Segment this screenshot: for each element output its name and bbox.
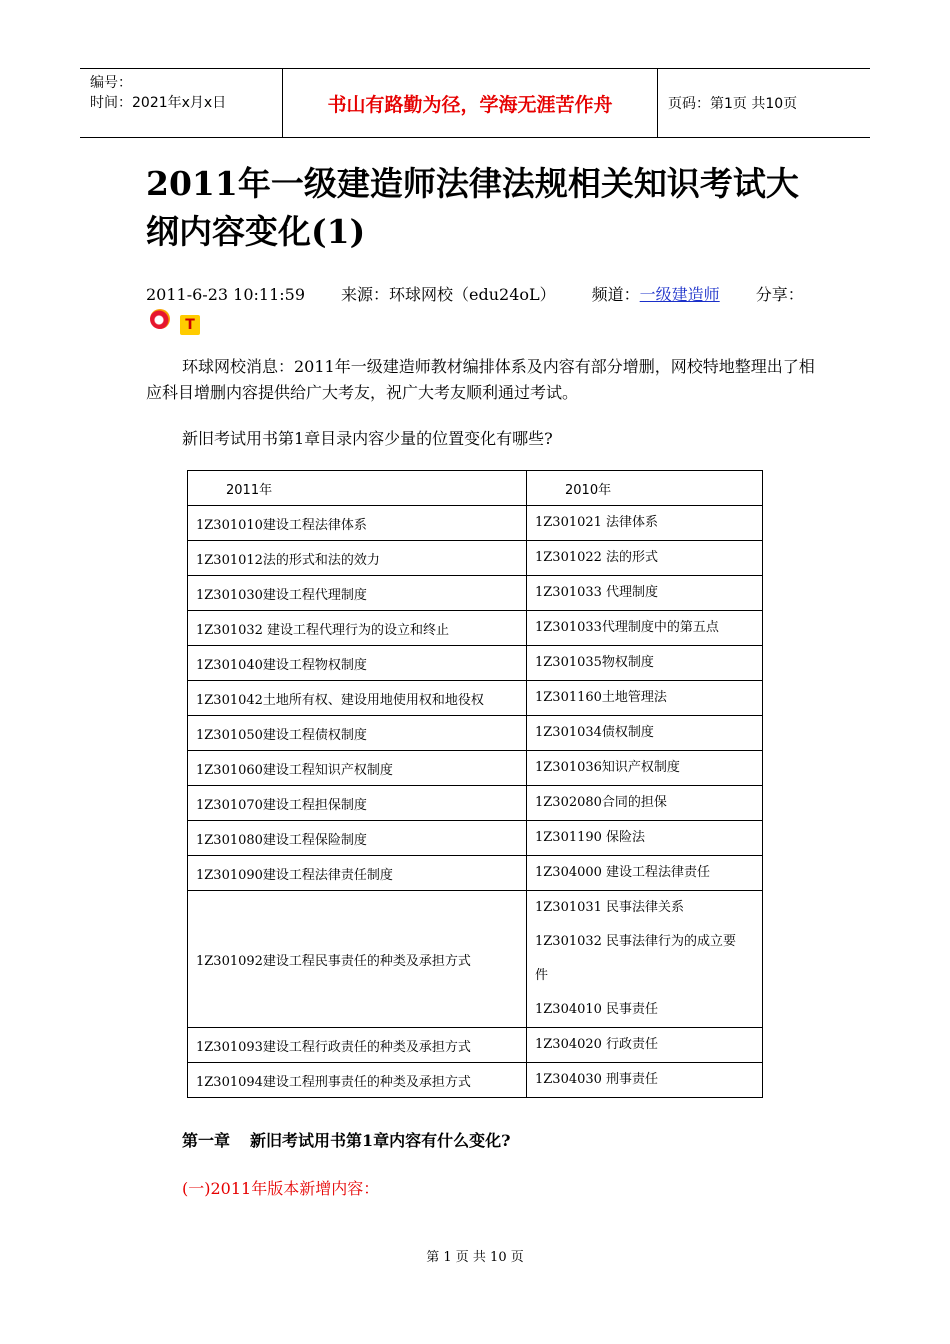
- cell-2011: 1Z301042土地所有权、建设用地使用权和地役权: [188, 681, 527, 716]
- cell-2011: 1Z301012法的形式和法的效力: [188, 541, 527, 576]
- cell-2011: 1Z301050建设工程债权制度: [188, 716, 527, 751]
- cell-2010-line: 1Z301036知识产权制度: [535, 760, 680, 775]
- cell-2010: [527, 786, 763, 821]
- table-header-2010: 2010年: [527, 471, 763, 506]
- cell-2011: 1Z301010建设工程法律体系: [188, 506, 527, 541]
- cell-2010: [527, 576, 763, 611]
- article-meta: [146, 282, 826, 335]
- table-row: [188, 1028, 763, 1063]
- cell-2010: [527, 821, 763, 856]
- cell-2010-line: 1Z301033代理制度中的第五点: [535, 620, 719, 635]
- cell-2010-line: 1Z304010 民事责任: [535, 1002, 659, 1017]
- document-header: [80, 68, 870, 138]
- share-label: 分享：: [755, 285, 804, 304]
- article-title: 2011年一级建造师法律法规相关知识考试大纲内容变化(1): [146, 164, 799, 251]
- cell-2011: 1Z301060建设工程知识产权制度: [188, 751, 527, 786]
- cell-2011: 1Z301092建设工程民事责任的种类及承担方式: [188, 891, 527, 1028]
- table-row: [188, 506, 763, 541]
- cell-2010: [527, 856, 763, 891]
- cell-2010-line: 1Z302080合同的担保: [535, 795, 667, 810]
- cell-2010: [527, 506, 763, 541]
- cell-2010-line: 1Z301031 民事法律关系: [535, 900, 685, 915]
- chapter-title: 新旧考试用书第1章内容有什么变化?: [250, 1131, 511, 1150]
- table-row: [188, 576, 763, 611]
- table-header-2011: 2011年: [188, 471, 527, 506]
- chapter-label: 第一章: [182, 1131, 231, 1150]
- intro-paragraph: 环球网校消息：2011年一级建造师教材编排体系及内容有部分增删，网校特地整理出了相应科目增删内容提供给广大考友，祝广大考友顺利通过考试。: [146, 357, 815, 402]
- number-label: 编号：: [90, 75, 132, 91]
- tencent-weibo-icon[interactable]: T: [180, 315, 200, 335]
- cell-2010-line: 件: [535, 968, 549, 983]
- page-footer: 第 1 页 共 10 页: [426, 1250, 524, 1265]
- cell-2011: 1Z301070建设工程担保制度: [188, 786, 527, 821]
- table-row: [188, 856, 763, 891]
- cell-2010-line: 1Z304000 建设工程法律责任: [535, 865, 711, 880]
- article-date: 2011-6-23 10:11:59: [146, 285, 306, 304]
- table-row: [188, 681, 763, 716]
- cell-2010-line: 1Z304020 行政责任: [535, 1037, 659, 1052]
- table-row: [188, 1063, 763, 1098]
- cell-2010: [527, 681, 763, 716]
- cell-2010-line: 1Z301190 保险法: [535, 830, 646, 845]
- toc-comparison-table: [187, 470, 763, 1098]
- question-paragraph: 新旧考试用书第1章目录内容少量的位置变化有哪些?: [182, 429, 553, 448]
- cell-2011: 1Z301093建设工程行政责任的种类及承担方式: [188, 1028, 527, 1063]
- cell-2010: [527, 1028, 763, 1063]
- cell-2010-line: 1Z301021 法律体系: [535, 515, 659, 530]
- new-content-subheading: (一)2011年版本新增内容：: [182, 1179, 380, 1198]
- cell-2011: 1Z301090建设工程法律责任制度: [188, 856, 527, 891]
- cell-2010: [527, 891, 763, 1028]
- cell-2010: [527, 541, 763, 576]
- channel-link[interactable]: 一级建造师: [639, 285, 720, 304]
- cell-2010: [527, 646, 763, 681]
- cell-2010: [527, 716, 763, 751]
- table-row: [188, 891, 763, 1028]
- cell-2010-line: 1Z301022 法的形式: [535, 550, 659, 565]
- chapter-heading: [182, 1128, 511, 1151]
- table-header-row: [188, 471, 763, 506]
- table-row: [188, 751, 763, 786]
- table-row: [188, 786, 763, 821]
- weibo-icon[interactable]: [150, 309, 170, 329]
- cell-2010-line: 1Z301032 民事法律行为的成立要: [535, 934, 737, 949]
- cell-2010-line: 1Z301033 代理制度: [535, 585, 659, 600]
- cell-2010: [527, 1063, 763, 1098]
- table-row: [188, 611, 763, 646]
- table-row: [188, 716, 763, 751]
- time-label: 时间：2021年x月x日: [90, 95, 227, 111]
- cell-2011: 1Z301040建设工程物权制度: [188, 646, 527, 681]
- cell-2010-line: 1Z304030 刑事责任: [535, 1072, 659, 1087]
- cell-2011: 1Z301030建设工程代理制度: [188, 576, 527, 611]
- table-row: [188, 541, 763, 576]
- cell-2010-line: 1Z301160土地管理法: [535, 690, 667, 705]
- header-page-info: 页码：第1页 共10页: [668, 96, 798, 112]
- table-row: [188, 646, 763, 681]
- cell-2011: 1Z301032 建设工程代理行为的设立和终止: [188, 611, 527, 646]
- cell-2010: [527, 751, 763, 786]
- table-row: [188, 821, 763, 856]
- cell-2010-line: 1Z301035物权制度: [535, 655, 654, 670]
- cell-2011: 1Z301094建设工程刑事责任的种类及承担方式: [188, 1063, 527, 1098]
- cell-2011: 1Z301080建设工程保险制度: [188, 821, 527, 856]
- cell-2010-line: 1Z301034债权制度: [535, 725, 654, 740]
- channel-label: 频道：: [591, 285, 640, 304]
- header-left-cell: [80, 69, 282, 137]
- header-motto: 书山有路勤为径，学海无涯苦作舟: [282, 69, 658, 137]
- article-source: 来源：环球网校（edu24oL）: [341, 285, 556, 304]
- cell-2010: [527, 611, 763, 646]
